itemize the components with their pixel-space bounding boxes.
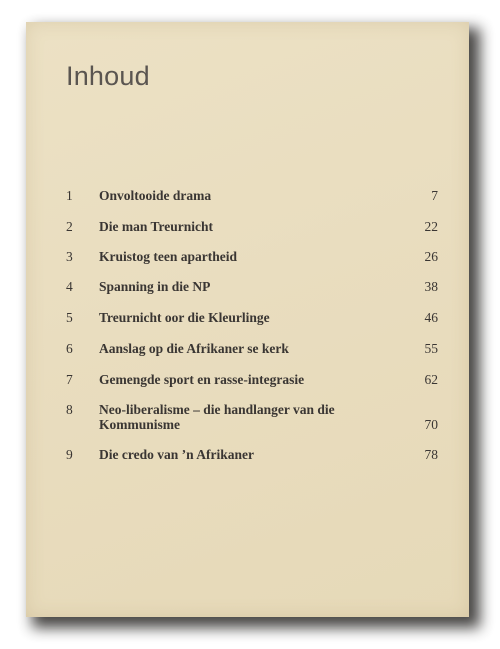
chapter-title: Aanslag op die Afrikaner se kerk: [99, 341, 289, 356]
chapter-number: 4: [66, 279, 73, 294]
page-number: 26: [424, 249, 438, 264]
chapter-number: 3: [66, 249, 73, 264]
page-number: 22: [424, 219, 438, 234]
chapter-number: 8: [66, 402, 73, 417]
page-number: 55: [424, 341, 438, 356]
page-number: 70: [424, 417, 438, 432]
page-number: 46: [424, 310, 438, 325]
page-number: 78: [424, 447, 438, 462]
chapter-number: 1: [66, 188, 73, 203]
chapter-title: Die man Treurnicht: [99, 219, 213, 234]
book-page: [26, 22, 469, 617]
chapter-number: 2: [66, 219, 73, 234]
chapter-number: 7: [66, 372, 73, 387]
chapter-number: 6: [66, 341, 73, 356]
chapter-title: Gemengde sport en rasse-integrasie: [99, 372, 305, 387]
chapter-number: 5: [66, 310, 73, 325]
page-number: 62: [424, 372, 438, 387]
page-number: 7: [431, 188, 438, 203]
chapter-title: Treurnicht oor die Kleurlinge: [99, 310, 270, 325]
chapter-title: Spanning in die NP: [99, 279, 211, 294]
page-number: 38: [424, 279, 438, 294]
chapter-title: Die credo van ’n Afrikaner: [99, 447, 254, 462]
page-title: Inhoud: [66, 61, 150, 91]
chapter-number: 9: [66, 447, 73, 462]
chapter-title: Kruistog teen apartheid: [99, 249, 237, 264]
chapter-title: Neo-liberalisme – die handlanger van die Kommunisme: [99, 402, 335, 432]
chapter-title: Onvoltooide drama: [99, 188, 212, 203]
